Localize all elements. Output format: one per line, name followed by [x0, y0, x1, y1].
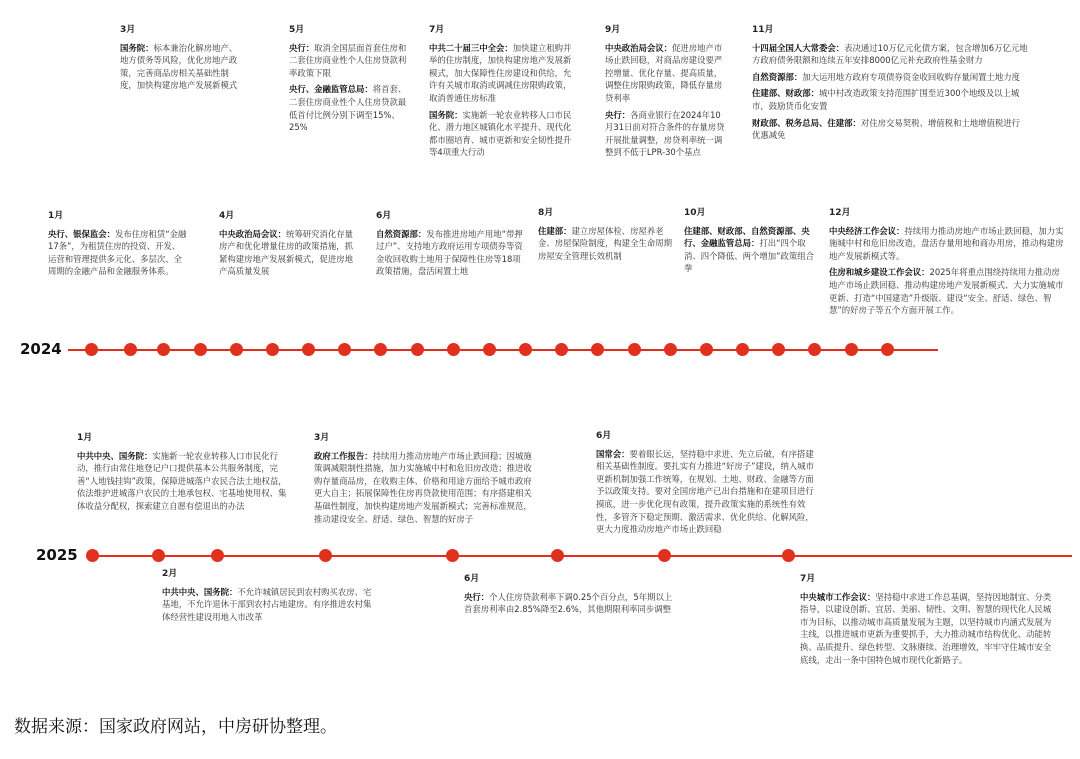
event-org: 国务院：	[120, 42, 154, 53]
event-item	[752, 117, 1028, 142]
event-org: 自然资源部：	[752, 71, 803, 82]
timeline-dot	[519, 343, 532, 356]
event-org: 中共中央、国务院：	[77, 450, 153, 461]
timeline-dot	[302, 343, 315, 356]
event-text: 表决通过10万亿元化债方案，包含增加6万亿元地方政府债务限额和连续五年安排8000亿元补充政府性基金财力	[752, 42, 1028, 66]
event-org: 国常会：	[596, 448, 630, 459]
timeline-dot	[211, 549, 224, 562]
event-month: 9月	[605, 25, 621, 35]
event-text: 实施新一轮农业转移人口市民化行动，推行由常住地登记户口提供基本公共服务制度，完善“人地钱挂钩”政策，保障进城落户农民合法土地权益，依法维护进城落户农民的土地承包权、宅基地使用权、集体收益分配权，探索建立自愿有偿退出的办法	[77, 450, 287, 511]
event-2024-04	[219, 210, 359, 282]
event-text: 持续用力推动房地产市场止跌回稳；因城施策调减限制性措施，加力实施城中村和危旧房改造；推进收购存量商品房，在收购主体、价格和用途方面给予城市政府更大自主；拓展保障性住房再贷款使用范围；有序搭建相关基础性制度，加快构建房地产发展新模式；完善标准规范，推动建设安全、舒适、绿色、智慧的好房子	[314, 450, 532, 524]
timeline-dot	[411, 343, 424, 356]
event-2025-06-state-council	[596, 430, 822, 540]
timeline-dot	[483, 343, 496, 356]
timeline-dot	[658, 549, 671, 562]
event-text: 2025年将重点围绕持续用力推动房地产市场止跌回稳、推动构建房地产发展新模式、大力实施城市更新、打造“中国建造”升级版、建设“安全、舒适、绿色、智慧”的好房子等五个方面开展工作。	[829, 267, 1064, 316]
event-month: 2月	[162, 569, 178, 579]
event-item	[429, 109, 579, 159]
event-org: 中共二十届三中全会：	[429, 42, 513, 53]
timeline-dot	[157, 343, 170, 356]
timeline-line-2025	[88, 555, 1072, 557]
timeline-dot	[86, 549, 99, 562]
timeline-dot	[152, 549, 165, 562]
event-item	[289, 83, 407, 133]
event-text: 标本兼治化解房地产、地方债务等风险，优化房地产政策，完善商品房相关基础性制度，加快构建房地产发展新模式	[120, 42, 238, 91]
event-text: 打出“四个取消、四个降低、两个增加”政策组合拳	[684, 238, 814, 274]
event-2025-01	[77, 432, 287, 517]
event-org: 财政部、税务总局、住建部：	[752, 117, 861, 128]
event-month: 3月	[120, 25, 136, 35]
event-2024-12	[829, 207, 1065, 321]
event-text: 对住房交易契税、增值税和土地增值税进行优惠减免	[752, 117, 1020, 141]
event-item	[829, 266, 1065, 316]
event-org: 中央城市工作会议：	[800, 591, 876, 602]
event-item	[596, 448, 822, 536]
event-item	[605, 42, 725, 105]
event-month: 6月	[376, 211, 392, 221]
event-text: 个人住房贷款利率下调0.25个百分点，5年期以上首套房利率由2.85%降至2.6%，其他期限利率同步调整	[464, 591, 673, 615]
event-text: 要着眼长远，坚持稳中求进、先立后破，有序搭建相关基础性制度。要扎实有力推进“好房子”建设，纳入城市更新机制加强工作统筹，在规划、土地、财政、金融等方面予以政策支持。要对全国房地产已出台措施和在建项目进行摸底，进一步优化现有政策，提升政策实施的系统性有效性，多管齐下稳定预期、激活需求、优化供给、化解风险，更大力度推动房地产市场止跌回稳	[596, 448, 815, 535]
timeline-dot	[772, 343, 785, 356]
event-text: 持续用力推动房地产市场止跌回稳，加力实施城中村和危旧房改造，盘活存量用地和商办用房，推动构建房地产发展新模式等。	[829, 225, 1064, 261]
event-text: 统筹研究消化存量房产和优化增量住房的政策措施，抓紧构建房地产发展新模式，促进房地产高质量发展	[219, 228, 353, 277]
event-org: 中央政治局会议：	[219, 228, 286, 239]
data-source-note: 数据来源：国家政府网站，中房研协整理。	[14, 717, 337, 737]
event-text: 城中村改造政策支持范围扩围至近300个地级及以上城市，鼓励货币化安置	[752, 88, 1020, 111]
event-2024-10	[684, 207, 814, 279]
event-item	[684, 225, 814, 275]
event-2024-06	[376, 210, 524, 282]
event-text: 促进房地产市场止跌回稳，对商品房建设要严控增量、优化存量、提高质量，调整住房限购政策，降低存量房贷利率	[605, 42, 723, 103]
timeline-dot	[447, 343, 460, 356]
event-item	[752, 87, 1028, 112]
event-month: 6月	[596, 431, 612, 441]
timeline-dot	[446, 549, 459, 562]
event-item	[48, 228, 188, 278]
event-text: 加大运用地方政府专项债券资金收回收购存量闲置土地力度	[802, 71, 1020, 82]
event-org: 住建部、财政部、自然资源部、央行、金融监管总局：	[684, 225, 810, 249]
event-item	[219, 228, 359, 278]
timeline-dot	[319, 549, 332, 562]
event-org: 央行：	[605, 109, 631, 120]
event-2025-02	[162, 568, 372, 627]
event-2025-07	[800, 573, 1058, 670]
event-org: 中央政治局会议：	[605, 42, 672, 53]
timeline-dot	[782, 549, 795, 562]
event-month: 12月	[829, 208, 851, 218]
event-month: 8月	[538, 208, 554, 218]
event-text: 将首套、二套住房商业性个人住房贷款最低首付比例分别下调至15%、25%	[289, 84, 407, 133]
event-text: 加快建立租购并举的住房制度，加快构建房地产发展新模式，加大保障性住房建设和供给，允许有关城市取消或调减住房限购政策，取消普通住房标准	[429, 42, 572, 103]
timeline-dot	[808, 343, 821, 356]
event-2024-03	[120, 24, 244, 96]
event-org: 住建部：	[538, 225, 572, 236]
event-month: 7月	[429, 25, 445, 35]
timeline-dot	[591, 343, 604, 356]
event-org: 政府工作报告：	[314, 450, 373, 461]
event-2024-09	[605, 24, 725, 163]
year-label-2025: 2025	[36, 546, 78, 564]
event-2024-08	[538, 207, 678, 266]
timeline-dot	[628, 343, 641, 356]
event-text: 取消全国层面首套住房和二套住房商业性个人住房贷款利率政策下限	[289, 42, 407, 78]
event-item	[289, 42, 407, 80]
event-org: 中共中央、国务院：	[162, 586, 238, 597]
timeline-dot	[194, 343, 207, 356]
event-org: 央行：	[289, 42, 315, 53]
event-month: 10月	[684, 208, 706, 218]
event-month: 1月	[48, 211, 64, 221]
event-item	[162, 586, 372, 624]
event-org: 央行、金融监管总局：	[289, 84, 373, 95]
event-item	[376, 228, 524, 278]
event-text: 坚持稳中求进工作总基调，坚持因地制宜、分类指导，以建设创新、宜居、美丽、韧性、文明、智慧的现代化人民城市为目标，以推动城市高质量发展为主题，以坚持城市内涵式发展为主线，以推进城市更新为重要抓手，大力推动城市结构优化、动能转换、品质提升、绿色转型、文脉赓续、治理增效，牢牢守住城市安全底线，走出一条中国特色城市现代化新路子。	[800, 591, 1052, 665]
event-text: 发布推进房地产用地“带押过户”、支持地方政府运用专项债券等资金收回收购土地用于保障性住房等18项政策措施，盘活闲置土地	[376, 228, 523, 277]
timeline-dot	[881, 343, 894, 356]
event-org: 自然资源部：	[376, 228, 427, 239]
event-org: 国务院：	[429, 109, 463, 120]
event-2025-06-pboc	[464, 573, 676, 620]
event-item	[429, 42, 579, 105]
timeline-dot	[845, 343, 858, 356]
event-text: 建立房屋体检、房屋养老金、房屋保险制度，构建全生命周期房屋安全管理长效机制	[538, 225, 672, 261]
event-month: 7月	[800, 574, 816, 584]
timeline-dot	[700, 343, 713, 356]
event-item	[314, 450, 534, 526]
event-month: 11月	[752, 25, 774, 35]
timeline-dot	[230, 343, 243, 356]
event-org: 中央经济工作会议：	[829, 225, 905, 236]
event-text: 各商业银行在2024年10月31日前对符合条件的存量房贷开展批量调整，房贷利率统一调整到不低于LPR-30个基点	[605, 109, 725, 158]
event-2024-11	[752, 24, 1028, 146]
event-item	[752, 71, 1028, 84]
event-month: 4月	[219, 211, 235, 221]
event-item	[77, 450, 287, 513]
event-month: 3月	[314, 433, 330, 443]
event-org: 央行：	[464, 591, 490, 602]
event-text: 实施新一轮农业转移人口市民化、潜力地区城镇化水平提升、现代化都市圈培育、城市更新和安全韧性提升等4项重大行动	[429, 109, 572, 158]
event-month: 1月	[77, 433, 93, 443]
event-2024-05	[289, 24, 407, 138]
event-month: 5月	[289, 25, 305, 35]
event-org: 十四届全国人大常委会：	[752, 42, 845, 53]
timeline-dot	[551, 549, 564, 562]
event-2024-01	[48, 210, 188, 282]
event-text: 发布住房租赁“金融17条”，为租赁住房的投资、开发、运营和管理提供多元化、多层次、全周期的金融产品和金融服务体系。	[48, 228, 187, 277]
year-label-2024: 2024	[20, 340, 62, 358]
event-item	[800, 591, 1058, 667]
timeline-dot	[664, 343, 677, 356]
timeline-dot	[555, 343, 568, 356]
event-item	[538, 225, 678, 263]
event-org: 住房和城乡建设工作会议：	[829, 267, 930, 278]
event-month: 6月	[464, 574, 480, 584]
event-org: 央行、银保监会：	[48, 228, 115, 239]
event-text: 不允许城镇居民到农村购买农房、宅基地，不允许退休干部到农村占地建房。有序推进农村集体经营性建设用地入市改革	[162, 586, 372, 622]
event-item	[752, 42, 1028, 67]
event-item	[605, 109, 725, 159]
event-item	[120, 42, 244, 92]
event-org: 住建部、财政部：	[752, 88, 819, 99]
event-item	[829, 225, 1065, 263]
timeline-dot	[266, 343, 279, 356]
event-item	[464, 591, 676, 616]
timeline-dot	[124, 343, 137, 356]
timeline-dot	[736, 343, 749, 356]
timeline-dot	[338, 343, 351, 356]
event-2025-03	[314, 432, 534, 529]
timeline-dot	[85, 343, 98, 356]
event-2024-07	[429, 24, 579, 163]
timeline-dot	[374, 343, 387, 356]
